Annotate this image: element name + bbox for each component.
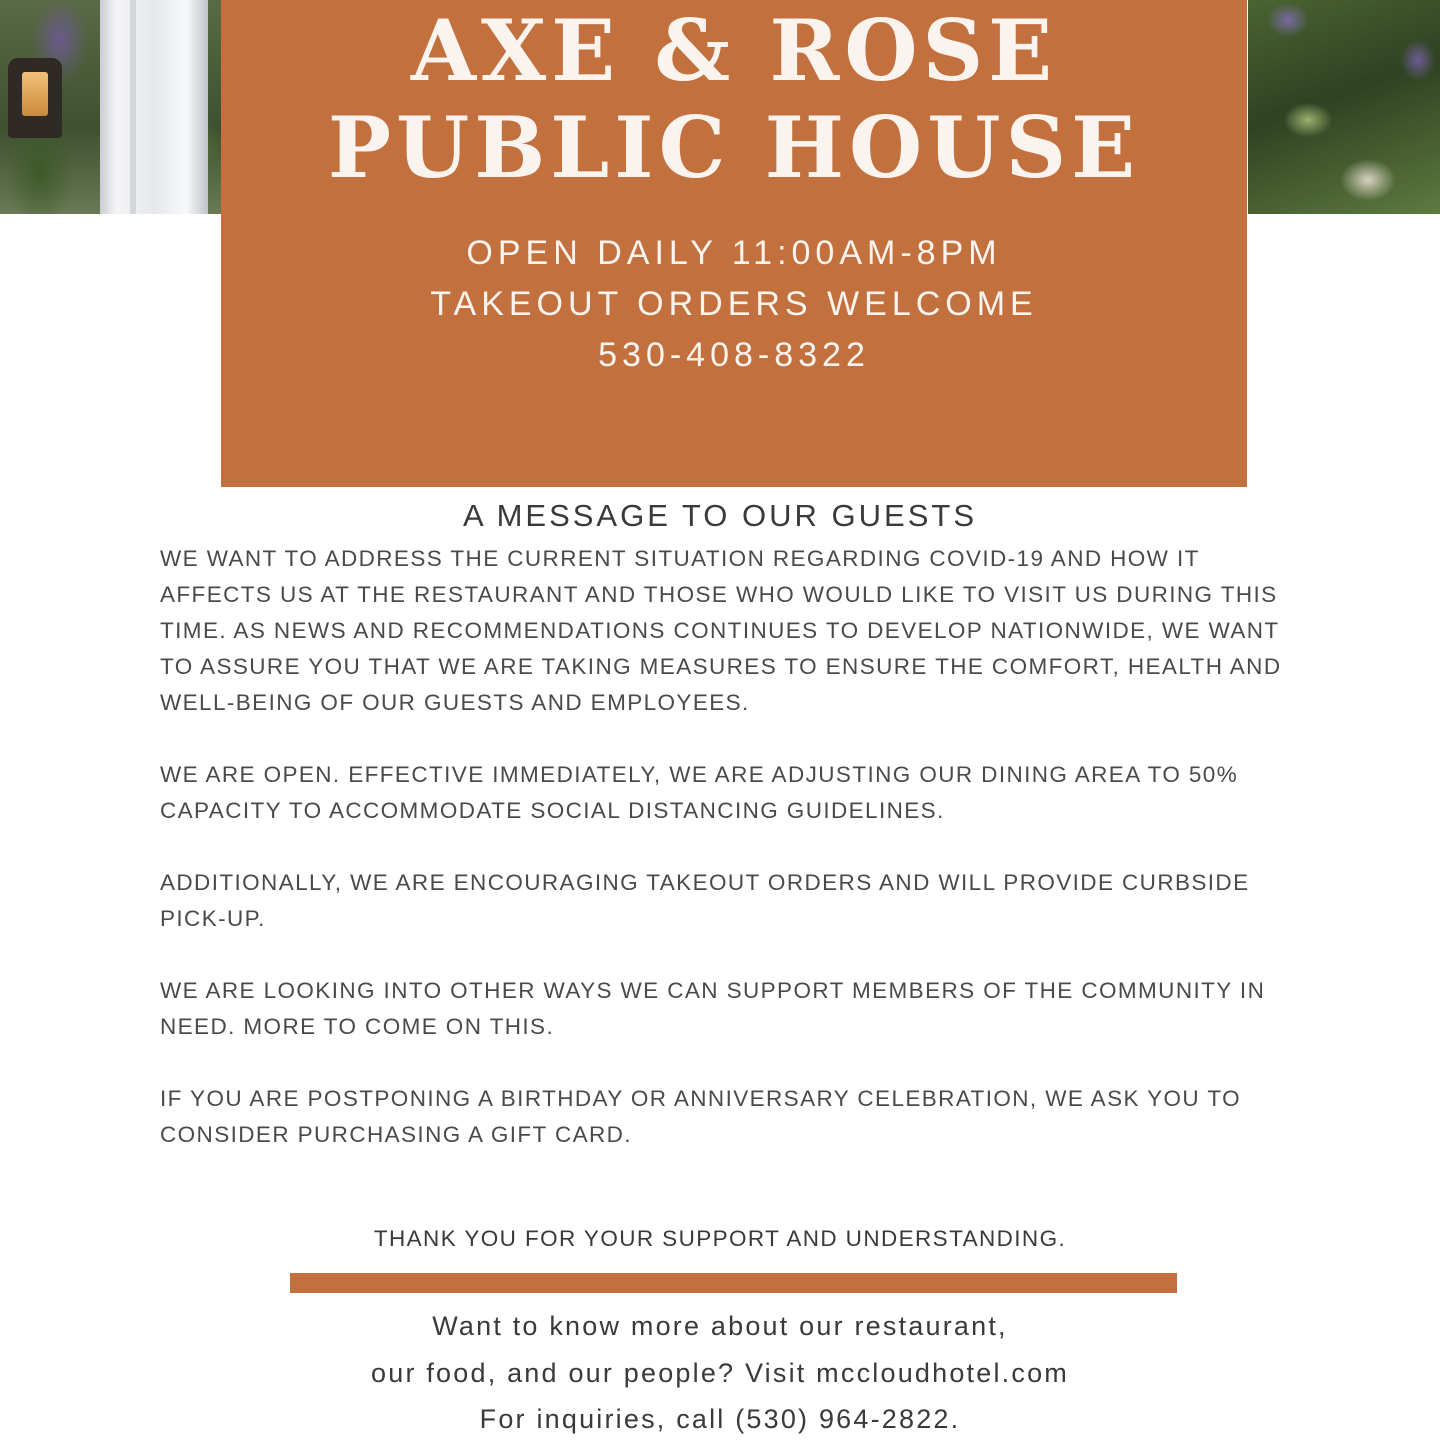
takeout-notice: TAKEOUT ORDERS WELCOME: [430, 285, 1038, 323]
message-paragraph: IF YOU ARE POSTPONING A BIRTHDAY OR ANNIVERSARY CELEBRATION, WE ASK YOU TO CONSIDER PURCHASING A GIFT CARD.: [160, 1086, 1241, 1147]
footer-info: [0, 1303, 1440, 1443]
footer-line-3: For inquiries, call (530) 964-2822.: [479, 1404, 961, 1434]
phone-number: 530-408-8322: [598, 336, 870, 374]
white-pillar-image: [100, 0, 208, 214]
message-paragraph: WE ARE OPEN. EFFECTIVE IMMEDIATELY, WE ARE ADJUSTING OUR DINING AREA TO 50% CAPACITY TO ACCOMMODATE SOCIAL DISTANCING GUIDELINES.: [160, 762, 1239, 823]
message-paragraph: ADDITIONALLY, WE ARE ENCOURAGING TAKEOUT ORDERS AND WILL PROVIDE CURBSIDE PICK-UP.: [160, 870, 1250, 931]
message-paragraph: WE ARE LOOKING INTO OTHER WAYS WE CAN SUPPORT MEMBERS OF THE COMMUNITY IN NEED. MORE TO COME ON THIS.: [160, 978, 1266, 1039]
accent-divider: [290, 1273, 1177, 1293]
restaurant-title: [221, 2, 1247, 196]
message-heading: A MESSAGE TO OUR GUESTS: [462, 498, 978, 533]
opening-hours: OPEN DAILY 11:00AM-8PM: [466, 234, 1002, 272]
message-paragraph: WE WANT TO ADDRESS THE CURRENT SITUATION REGARDING COVID-19 AND HOW IT AFFECTS US AT THE RESTAURANT AND THOSE WHO WOULD LIKE TO VISIT US DURING THIS TIME. AS NEWS AND RECOMMENDATIONS CONTINUES TO DEVELOP NATIONWIDE, WE WANT TO ASSURE YOU THAT WE ARE TAKING MEASURES TO ENSURE THE COMFORT, HEALTH AND WELL-BEING OF OUR GUESTS AND EMPLOYEES.: [160, 546, 1282, 715]
photo-porch-left: [0, 0, 221, 214]
title-line-2: PUBLIC HOUSE: [327, 98, 1141, 197]
thank-you-note: THANK YOU FOR YOUR SUPPORT AND UNDERSTANDING.: [373, 1226, 1067, 1251]
message-body: [160, 541, 1285, 1189]
lantern-image: [8, 58, 62, 138]
footer-line-2: our food, and our people? Visit mccloudhotel.com: [371, 1357, 1069, 1388]
photo-garden-right: [1248, 0, 1440, 214]
header-banner: [221, 0, 1247, 487]
title-line-1: AXE & ROSE: [410, 1, 1058, 100]
hours-info: [221, 228, 1247, 381]
footer-line-1: Want to know more about our restaurant,: [432, 1311, 1008, 1341]
